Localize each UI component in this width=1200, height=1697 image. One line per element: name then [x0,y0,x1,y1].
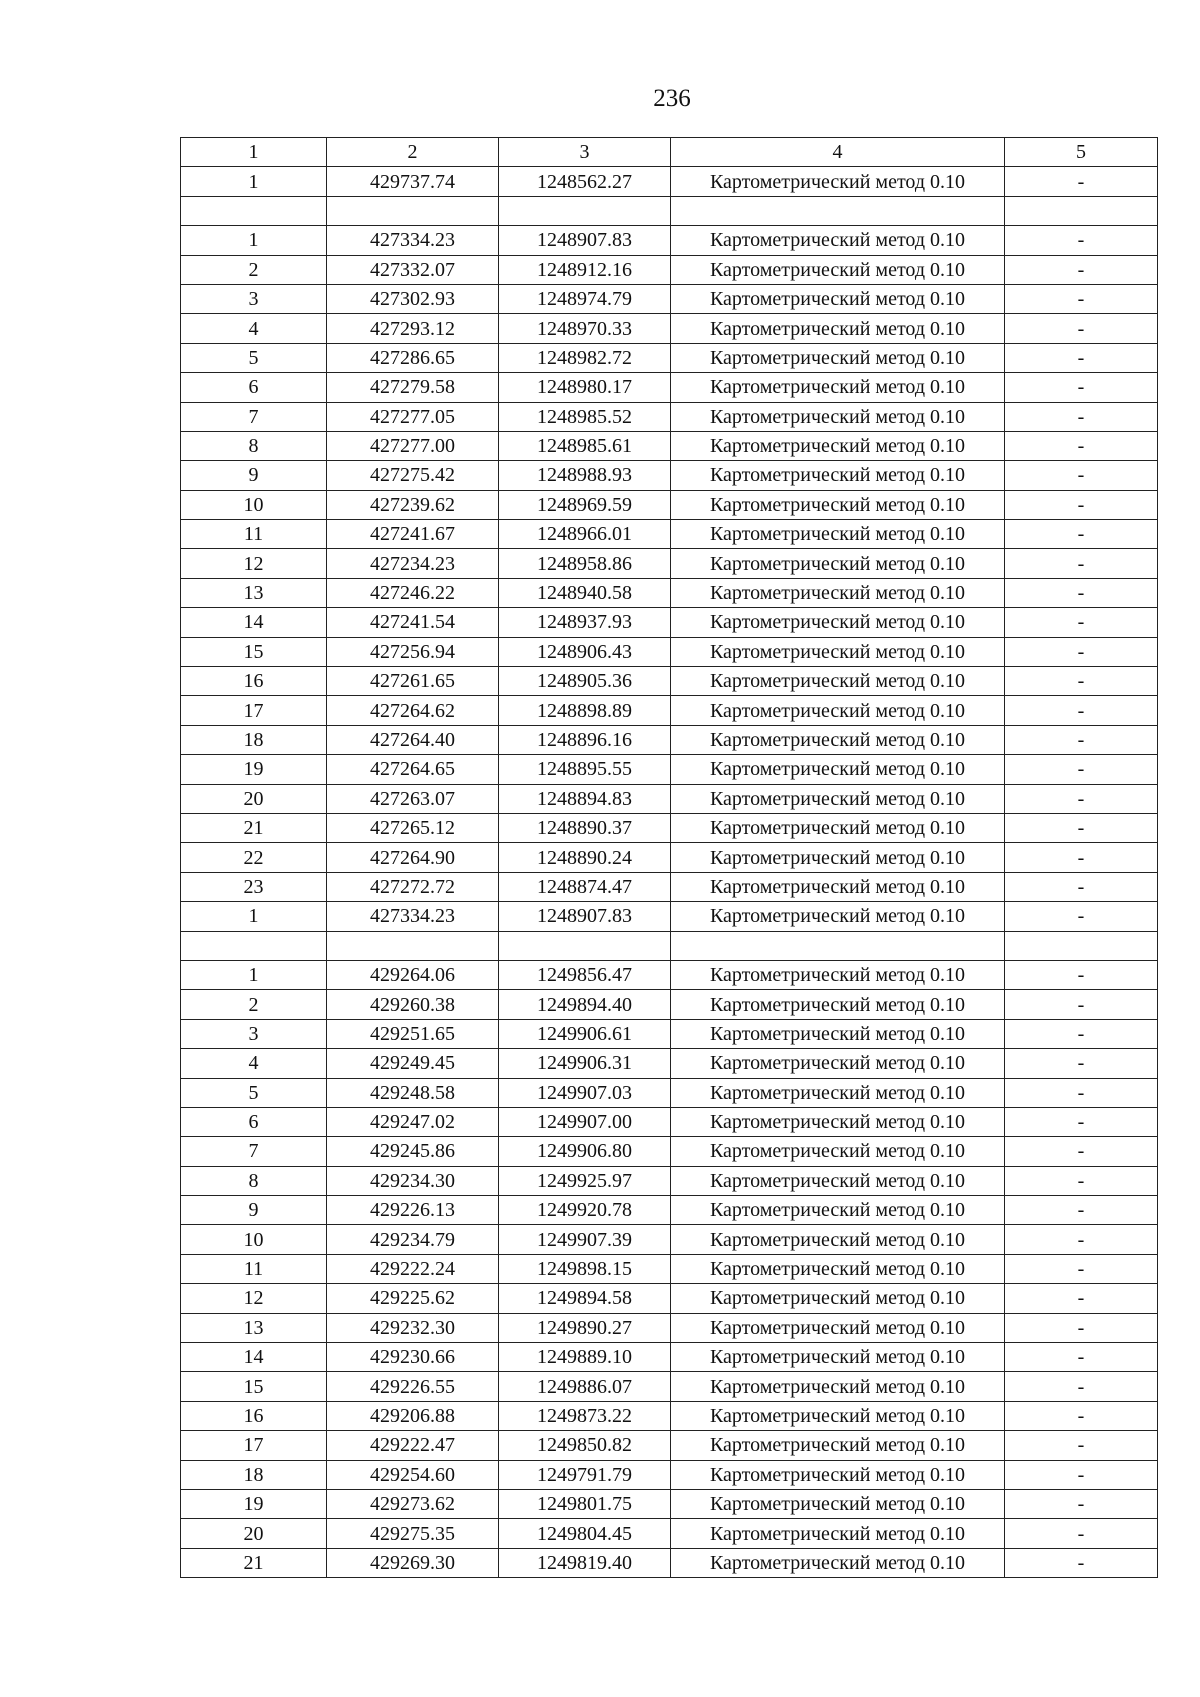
cell-mark: - [1005,402,1158,431]
cell-coord-x: 427264.40 [327,725,499,754]
cell-coord-x: 429230.66 [327,1343,499,1372]
cell-mark: - [1005,1431,1158,1460]
cell-method-accuracy: Картометрический метод 0.10 [671,608,1005,637]
cell-coord-x: 429251.65 [327,1019,499,1048]
cell-mark: - [1005,226,1158,255]
cell-point-number: 20 [181,1519,327,1548]
cell-point-number: 12 [181,1284,327,1313]
table-row [181,990,1158,1019]
table-row [181,696,1158,725]
cell-method-accuracy: Картометрический метод 0.10 [671,960,1005,989]
cell-point-number: 10 [181,1225,327,1254]
cell-point-number: 11 [181,1254,327,1283]
cell-method-accuracy: Картометрический метод 0.10 [671,461,1005,490]
cell-point-number: 4 [181,314,327,343]
table-row [181,284,1158,313]
cell-coord-y: 1249907.00 [499,1107,671,1136]
cell-method-accuracy: Картометрический метод 0.10 [671,784,1005,813]
table-row [181,667,1158,696]
cell-coord-x: 427264.62 [327,696,499,725]
cell-coord-y: 1248890.24 [499,843,671,872]
cell-method-accuracy: Картометрический метод 0.10 [671,1313,1005,1342]
table-header [181,138,1158,167]
cell-coord-y: 1248937.93 [499,608,671,637]
cell-coord-y: 1249850.82 [499,1431,671,1460]
cell-coord-x: 429232.30 [327,1313,499,1342]
cell-point-number: 19 [181,1489,327,1518]
page-number: 236 [653,85,691,112]
cell-coord-x: 429248.58 [327,1078,499,1107]
cell-mark: - [1005,1343,1158,1372]
table-row [181,1489,1158,1518]
cell-coord-x: 429234.79 [327,1225,499,1254]
cell-coord-x: 427279.58 [327,373,499,402]
table-row [181,1107,1158,1136]
cell-coord-x: 427275.42 [327,461,499,490]
cell-coord-y: 1248907.83 [499,902,671,931]
cell-mark: - [1005,1489,1158,1518]
cell-point-number: 16 [181,1401,327,1430]
cell-mark: - [1005,1372,1158,1401]
cell-coord-x: 429222.24 [327,1254,499,1283]
cell-coord-x [327,196,499,225]
cell-method-accuracy: Картометрический метод 0.10 [671,1049,1005,1078]
cell-method-accuracy: Картометрический метод 0.10 [671,314,1005,343]
cell-coord-x: 429254.60 [327,1460,499,1489]
cell-point-number: 13 [181,578,327,607]
cell-mark: - [1005,725,1158,754]
cell-method-accuracy: Картометрический метод 0.10 [671,578,1005,607]
table-row [181,1049,1158,1078]
table-row [181,872,1158,901]
cell-coord-x: 427334.23 [327,902,499,931]
cell-point-number: 9 [181,1196,327,1225]
cell-point-number: 7 [181,402,327,431]
cell-coord-x: 427277.00 [327,431,499,460]
cell-coord-y: 1248907.83 [499,226,671,255]
cell-method-accuracy: Картометрический метод 0.10 [671,226,1005,255]
cell-mark: - [1005,549,1158,578]
cell-method-accuracy: Картометрический метод 0.10 [671,1166,1005,1195]
cell-point-number: 4 [181,1049,327,1078]
cell-method-accuracy: Картометрический метод 0.10 [671,843,1005,872]
table-row [181,637,1158,666]
cell-mark: - [1005,578,1158,607]
table-row [181,1196,1158,1225]
cell-coord-y: 1249856.47 [499,960,671,989]
cell-mark [1005,931,1158,960]
cell-point-number: 9 [181,461,327,490]
cell-method-accuracy: Картометрический метод 0.10 [671,872,1005,901]
cell-coord-x: 429249.45 [327,1049,499,1078]
cell-coord-x: 427272.72 [327,872,499,901]
table-row [181,549,1158,578]
cell-point-number: 19 [181,755,327,784]
cell-point-number: 2 [181,990,327,1019]
table-row [181,255,1158,284]
cell-mark: - [1005,1196,1158,1225]
cell-method-accuracy: Картометрический метод 0.10 [671,637,1005,666]
table-row [181,1401,1158,1430]
cell-mark: - [1005,813,1158,842]
cell-method-accuracy: Картометрический метод 0.10 [671,255,1005,284]
cell-point-number: 5 [181,1078,327,1107]
cell-mark: - [1005,990,1158,1019]
cell-mark: - [1005,696,1158,725]
header-col-1: 1 [181,138,327,167]
cell-method-accuracy: Картометрический метод 0.10 [671,490,1005,519]
cell-point-number: 21 [181,1548,327,1577]
cell-coord-x: 429245.86 [327,1137,499,1166]
cell-coord-x: 427332.07 [327,255,499,284]
cell-point-number: 17 [181,1431,327,1460]
cell-mark: - [1005,1049,1158,1078]
cell-method-accuracy [671,196,1005,225]
cell-coord-x: 427264.90 [327,843,499,872]
table-row [181,167,1158,196]
cell-mark: - [1005,637,1158,666]
cell-method-accuracy: Картометрический метод 0.10 [671,1548,1005,1577]
cell-coord-x: 427286.65 [327,343,499,372]
cell-method-accuracy: Картометрический метод 0.10 [671,1343,1005,1372]
table-row [181,725,1158,754]
cell-point-number: 16 [181,667,327,696]
cell-coord-y: 1249925.97 [499,1166,671,1195]
cell-mark: - [1005,1401,1158,1430]
cell-point-number: 1 [181,226,327,255]
cell-mark: - [1005,284,1158,313]
cell-point-number: 13 [181,1313,327,1342]
cell-method-accuracy: Картометрический метод 0.10 [671,1284,1005,1313]
cell-method-accuracy: Картометрический метод 0.10 [671,696,1005,725]
table-row [181,226,1158,255]
cell-method-accuracy: Картометрический метод 0.10 [671,1107,1005,1136]
cell-coord-x: 429225.62 [327,1284,499,1313]
cell-point-number: 1 [181,902,327,931]
cell-coord-y: 1248988.93 [499,461,671,490]
table-row [181,578,1158,607]
cell-method-accuracy: Картометрический метод 0.10 [671,402,1005,431]
table-row [181,461,1158,490]
cell-mark: - [1005,902,1158,931]
cell-mark: - [1005,343,1158,372]
cell-coord-y: 1248958.86 [499,549,671,578]
cell-coord-y [499,196,671,225]
table-row [181,784,1158,813]
table-row [181,902,1158,931]
cell-method-accuracy: Картометрический метод 0.10 [671,1137,1005,1166]
cell-mark: - [1005,843,1158,872]
cell-method-accuracy: Картометрический метод 0.10 [671,520,1005,549]
cell-coord-x: 427265.12 [327,813,499,842]
cell-coord-y: 1249906.80 [499,1137,671,1166]
cell-mark: - [1005,1078,1158,1107]
cell-mark: - [1005,784,1158,813]
table-row [181,1519,1158,1548]
cell-mark: - [1005,314,1158,343]
cell-method-accuracy: Картометрический метод 0.10 [671,1519,1005,1548]
cell-method-accuracy: Картометрический метод 0.10 [671,373,1005,402]
cell-coord-x: 429222.47 [327,1431,499,1460]
cell-coord-y: 1248905.36 [499,667,671,696]
cell-point-number [181,931,327,960]
cell-mark: - [1005,461,1158,490]
cell-coord-y: 1248982.72 [499,343,671,372]
cell-coord-x [327,931,499,960]
table-row [181,1254,1158,1283]
cell-point-number: 20 [181,784,327,813]
table-row [181,813,1158,842]
cell-coord-y: 1249898.15 [499,1254,671,1283]
cell-point-number: 1 [181,167,327,196]
table-row [181,1137,1158,1166]
table-row [181,314,1158,343]
header-col-4: 4 [671,138,1005,167]
cell-point-number: 18 [181,725,327,754]
cell-method-accuracy: Картометрический метод 0.10 [671,1401,1005,1430]
header-col-2: 2 [327,138,499,167]
table-row [181,1548,1158,1577]
cell-coord-x: 429206.88 [327,1401,499,1430]
header-col-3: 3 [499,138,671,167]
cell-mark [1005,196,1158,225]
cell-coord-x: 427241.54 [327,608,499,637]
cell-coord-x: 427246.22 [327,578,499,607]
cell-coord-x: 429264.06 [327,960,499,989]
cell-coord-y: 1249894.58 [499,1284,671,1313]
table-row [181,402,1158,431]
cell-coord-x: 429234.30 [327,1166,499,1195]
cell-mark: - [1005,1137,1158,1166]
cell-point-number: 8 [181,1166,327,1195]
cell-point-number: 1 [181,960,327,989]
table-header-row [181,138,1158,167]
table-row [181,1460,1158,1489]
cell-mark: - [1005,1519,1158,1548]
table-row [181,1313,1158,1342]
cell-point-number: 14 [181,608,327,637]
cell-coord-y: 1249804.45 [499,1519,671,1548]
cell-coord-x: 429275.35 [327,1519,499,1548]
table-row [181,1225,1158,1254]
cell-point-number: 17 [181,696,327,725]
table-row [181,1166,1158,1195]
cell-mark: - [1005,667,1158,696]
table-row [181,843,1158,872]
table-row [181,490,1158,519]
cell-coord-y: 1248890.37 [499,813,671,842]
cell-coord-x: 427264.65 [327,755,499,784]
cell-method-accuracy: Картометрический метод 0.10 [671,1460,1005,1489]
cell-coord-y: 1248985.61 [499,431,671,460]
cell-point-number: 22 [181,843,327,872]
cell-coord-x: 427239.62 [327,490,499,519]
cell-point-number: 14 [181,1343,327,1372]
cell-coord-y: 1248980.17 [499,373,671,402]
cell-mark: - [1005,255,1158,284]
table-row [181,755,1158,784]
cell-mark: - [1005,608,1158,637]
cell-coord-y: 1248898.89 [499,696,671,725]
cell-mark: - [1005,1019,1158,1048]
cell-point-number: 5 [181,343,327,372]
cell-mark: - [1005,1548,1158,1577]
cell-point-number: 3 [181,1019,327,1048]
cell-coord-y: 1248906.43 [499,637,671,666]
cell-coord-y: 1249801.75 [499,1489,671,1518]
table-row [181,373,1158,402]
cell-method-accuracy: Картометрический метод 0.10 [671,1489,1005,1518]
table-row [181,343,1158,372]
cell-coord-y: 1248985.52 [499,402,671,431]
cell-coord-y: 1248896.16 [499,725,671,754]
cell-coord-y: 1249873.22 [499,1401,671,1430]
cell-mark: - [1005,373,1158,402]
table-row [181,1372,1158,1401]
cell-mark: - [1005,167,1158,196]
table-row [181,1431,1158,1460]
cell-coord-x: 429269.30 [327,1548,499,1577]
cell-point-number: 18 [181,1460,327,1489]
cell-coord-x: 429273.62 [327,1489,499,1518]
cell-mark: - [1005,1107,1158,1136]
cell-coord-y: 1248874.47 [499,872,671,901]
cell-coord-y: 1248895.55 [499,755,671,784]
cell-method-accuracy: Картометрический метод 0.10 [671,1225,1005,1254]
cell-mark: - [1005,1284,1158,1313]
cell-method-accuracy: Картометрический метод 0.10 [671,725,1005,754]
table-row [181,931,1158,960]
cell-method-accuracy: Картометрический метод 0.10 [671,1019,1005,1048]
cell-point-number: 11 [181,520,327,549]
cell-coord-y: 1248894.83 [499,784,671,813]
cell-method-accuracy [671,931,1005,960]
cell-coord-x: 427334.23 [327,226,499,255]
coordinates-table [180,137,1158,1578]
cell-coord-y: 1248969.59 [499,490,671,519]
cell-method-accuracy: Картометрический метод 0.10 [671,990,1005,1019]
cell-method-accuracy: Картометрический метод 0.10 [671,1431,1005,1460]
cell-mark: - [1005,1166,1158,1195]
table-row [181,1343,1158,1372]
cell-coord-y: 1249894.40 [499,990,671,1019]
cell-coord-x: 429226.55 [327,1372,499,1401]
cell-point-number: 21 [181,813,327,842]
cell-mark: - [1005,490,1158,519]
cell-coord-y: 1248912.16 [499,255,671,284]
cell-coord-y: 1249791.79 [499,1460,671,1489]
table-row [181,1284,1158,1313]
cell-coord-y: 1248974.79 [499,284,671,313]
cell-coord-y: 1249920.78 [499,1196,671,1225]
cell-method-accuracy: Картометрический метод 0.10 [671,902,1005,931]
cell-method-accuracy: Картометрический метод 0.10 [671,1078,1005,1107]
cell-mark: - [1005,1313,1158,1342]
cell-mark: - [1005,960,1158,989]
table-row [181,1019,1158,1048]
table-body [181,167,1158,1578]
table-row [181,431,1158,460]
cell-point-number: 23 [181,872,327,901]
table-row [181,960,1158,989]
cell-point-number: 8 [181,431,327,460]
cell-mark: - [1005,872,1158,901]
cell-coord-y: 1249889.10 [499,1343,671,1372]
cell-method-accuracy: Картометрический метод 0.10 [671,667,1005,696]
cell-coord-x: 427256.94 [327,637,499,666]
cell-coord-y: 1248562.27 [499,167,671,196]
cell-method-accuracy: Картометрический метод 0.10 [671,1196,1005,1225]
cell-coord-x: 427234.23 [327,549,499,578]
cell-coord-x: 427302.93 [327,284,499,313]
cell-coord-y: 1249906.31 [499,1049,671,1078]
cell-mark: - [1005,755,1158,784]
cell-method-accuracy: Картометрический метод 0.10 [671,284,1005,313]
table-row [181,608,1158,637]
cell-method-accuracy: Картометрический метод 0.10 [671,1372,1005,1401]
cell-coord-y: 1249907.03 [499,1078,671,1107]
cell-point-number: 6 [181,1107,327,1136]
cell-coord-y: 1248940.58 [499,578,671,607]
cell-coord-y: 1249907.39 [499,1225,671,1254]
cell-method-accuracy: Картометрический метод 0.10 [671,1254,1005,1283]
cell-coord-x: 429737.74 [327,167,499,196]
cell-method-accuracy: Картометрический метод 0.10 [671,549,1005,578]
table-row [181,196,1158,225]
cell-point-number: 7 [181,1137,327,1166]
cell-point-number: 15 [181,637,327,666]
cell-point-number: 6 [181,373,327,402]
cell-coord-y: 1249906.61 [499,1019,671,1048]
cell-point-number: 2 [181,255,327,284]
cell-coord-y: 1248970.33 [499,314,671,343]
cell-mark: - [1005,431,1158,460]
cell-method-accuracy: Картометрический метод 0.10 [671,431,1005,460]
cell-coord-x: 429260.38 [327,990,499,1019]
cell-method-accuracy: Картометрический метод 0.10 [671,813,1005,842]
cell-method-accuracy: Картометрический метод 0.10 [671,343,1005,372]
cell-point-number: 15 [181,1372,327,1401]
cell-coord-x: 427293.12 [327,314,499,343]
cell-coord-y: 1249890.27 [499,1313,671,1342]
cell-point-number: 10 [181,490,327,519]
table-row [181,520,1158,549]
cell-coord-x: 427261.65 [327,667,499,696]
cell-point-number: 12 [181,549,327,578]
cell-coord-x: 427241.67 [327,520,499,549]
cell-point-number [181,196,327,225]
cell-method-accuracy: Картометрический метод 0.10 [671,167,1005,196]
cell-coord-y: 1248966.01 [499,520,671,549]
header-col-5: 5 [1005,138,1158,167]
cell-coord-x: 429247.02 [327,1107,499,1136]
cell-point-number: 3 [181,284,327,313]
cell-coord-y: 1249819.40 [499,1548,671,1577]
cell-coord-x: 427277.05 [327,402,499,431]
cell-method-accuracy: Картометрический метод 0.10 [671,755,1005,784]
cell-coord-y [499,931,671,960]
cell-mark: - [1005,1460,1158,1489]
cell-mark: - [1005,1225,1158,1254]
table-row [181,1078,1158,1107]
cell-mark: - [1005,1254,1158,1283]
cell-mark: - [1005,520,1158,549]
cell-coord-x: 429226.13 [327,1196,499,1225]
cell-coord-x: 427263.07 [327,784,499,813]
cell-coord-y: 1249886.07 [499,1372,671,1401]
